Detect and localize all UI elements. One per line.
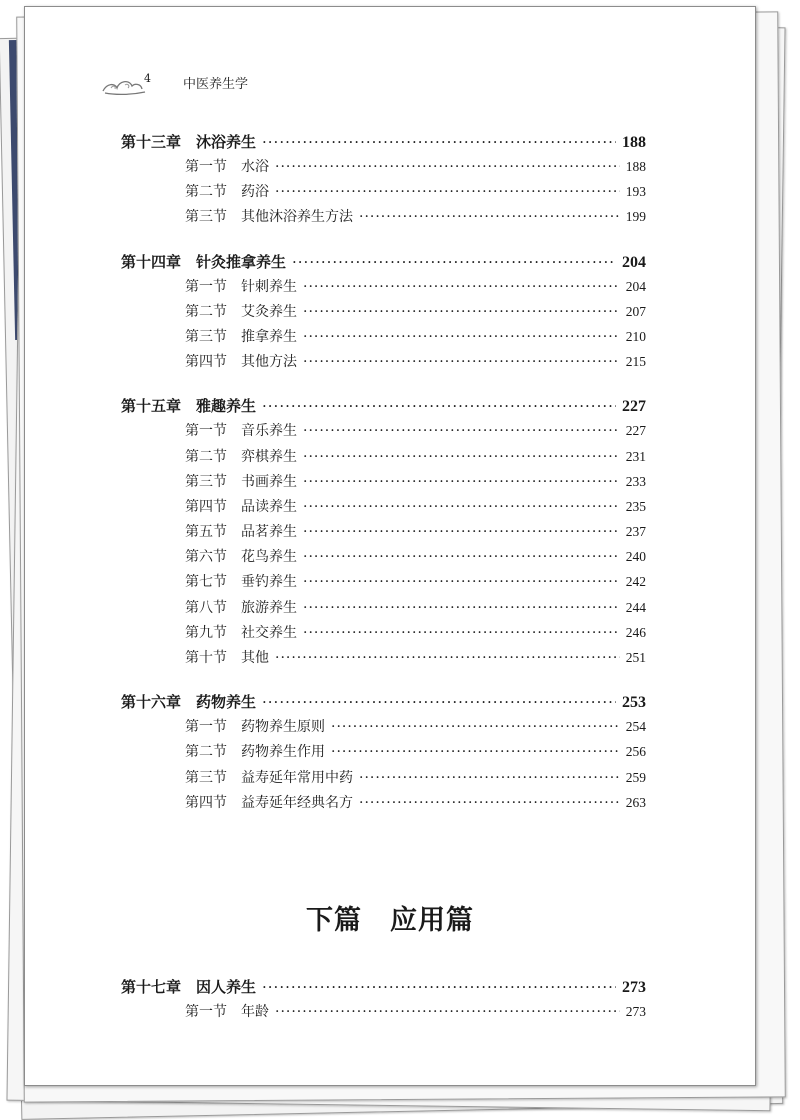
section-page-number: 233 <box>625 473 646 489</box>
toc-section-row[interactable] <box>121 326 646 351</box>
leader-dots <box>275 159 620 175</box>
section-page-number: 237 <box>625 524 646 540</box>
toc-section-row[interactable] <box>121 156 646 181</box>
toc-section-row[interactable] <box>121 351 646 376</box>
leader-dots <box>359 770 620 786</box>
section-page-number: 263 <box>625 794 646 810</box>
chapter-title: 第十四章 针灸推拿养生 <box>121 252 287 271</box>
section-page-number: 256 <box>625 744 646 760</box>
leader-dots <box>275 1004 620 1020</box>
leader-dots <box>303 574 620 590</box>
section-page-number: 227 <box>625 423 646 439</box>
chapter-gap <box>121 672 646 691</box>
toc-section-row[interactable] <box>121 496 646 521</box>
leader-dots <box>275 650 620 666</box>
toc-section-row[interactable] <box>121 597 646 622</box>
section-title: 第一节 水浴 <box>185 159 269 175</box>
section-title: 第一节 针刺养生 <box>185 278 297 295</box>
section-title: 第六节 花鸟养生 <box>185 549 297 566</box>
section-title: 第一节 药物养生原则 <box>185 719 325 736</box>
section-page-number: 231 <box>625 448 646 464</box>
section-title: 第二节 药物养生作用 <box>185 744 325 761</box>
toc-section-row[interactable] <box>121 181 646 206</box>
section-title: 第四节 其他方法 <box>185 354 297 371</box>
toc-section-row[interactable] <box>121 622 646 647</box>
toc-chapter-row[interactable] <box>121 691 646 716</box>
toc-chapter-row[interactable] <box>121 251 646 276</box>
leader-dots <box>275 184 620 200</box>
document-page <box>24 6 756 1086</box>
toc-section-row[interactable] <box>121 571 646 596</box>
toc-section-row[interactable] <box>121 767 646 792</box>
leader-dots <box>303 354 620 370</box>
chapter-title: 第十七章 因人养生 <box>121 978 257 996</box>
section-title: 第十节 其他 <box>185 650 269 666</box>
section-title: 第五节 品茗养生 <box>185 524 297 541</box>
section-page-number: 193 <box>625 184 646 200</box>
section-title: 第一节 音乐养生 <box>185 423 297 440</box>
section-title: 第九节 社交养生 <box>185 624 297 641</box>
toc-section-row[interactable] <box>121 521 646 546</box>
page-header <box>101 69 401 99</box>
chapter-page-number: 273 <box>622 979 646 996</box>
cloud-ornament-icon <box>101 73 147 97</box>
section-page-number: 210 <box>625 328 646 344</box>
leader-dots <box>303 449 620 465</box>
leader-dots <box>303 524 620 540</box>
leader-dots <box>331 744 620 760</box>
toc-section-row[interactable] <box>121 792 646 817</box>
toc-chapter-row[interactable] <box>121 131 646 156</box>
section-title: 第七节 垂钓养生 <box>185 574 297 591</box>
toc-section-row[interactable] <box>121 301 646 326</box>
toc-chapter <box>121 691 646 817</box>
toc-chapter-row[interactable] <box>121 395 646 420</box>
chapter-gap <box>121 376 646 395</box>
part-title: 下篇 应用篇 <box>306 905 474 936</box>
leader-dots <box>262 397 616 415</box>
leader-dots <box>303 279 620 295</box>
leader-dots <box>303 474 620 490</box>
section-title: 第三节 书画养生 <box>185 473 297 490</box>
leader-dots <box>359 209 620 225</box>
leader-dots <box>292 253 616 271</box>
toc-section-row[interactable] <box>121 420 646 445</box>
section-title: 第二节 艾灸养生 <box>185 303 297 320</box>
page-number: 4 <box>144 72 151 85</box>
section-page-number: 204 <box>625 278 646 294</box>
toc-chapter <box>121 131 646 232</box>
chapter-page-number: 253 <box>622 694 646 712</box>
toc-section-row[interactable] <box>121 276 646 301</box>
table-of-contents <box>121 131 646 817</box>
section-page-number: 273 <box>625 1004 646 1019</box>
chapter-page-number: 188 <box>622 134 646 151</box>
section-page-number: 246 <box>625 624 646 640</box>
section-title: 第二节 弈棋养生 <box>185 448 297 465</box>
leader-dots <box>331 719 620 735</box>
section-page-number: 215 <box>625 354 646 370</box>
chapter-title: 第十五章 雅趣养生 <box>121 397 257 416</box>
chapter-page-number: 204 <box>622 253 646 271</box>
toc-chapter <box>121 976 646 1026</box>
leader-dots <box>262 978 616 996</box>
toc-chapter <box>121 395 646 672</box>
section-title: 第八节 旅游养生 <box>185 599 297 616</box>
leader-dots <box>303 499 620 515</box>
section-title: 第二节 药浴 <box>185 184 269 201</box>
section-page-number: 199 <box>625 209 646 225</box>
section-title: 第一节 年龄 <box>185 1004 269 1020</box>
toc-chapter <box>121 251 646 377</box>
section-page-number: 251 <box>625 650 646 665</box>
section-title: 第三节 其他沐浴养生方法 <box>185 209 353 226</box>
leader-dots <box>303 423 620 439</box>
section-page-number: 254 <box>625 719 646 735</box>
table-of-contents-part <box>121 976 646 1026</box>
section-title: 第三节 推拿养生 <box>185 328 297 345</box>
leader-dots <box>303 549 620 565</box>
toc-section-row[interactable] <box>121 446 646 471</box>
section-title: 第四节 益寿延年经典名方 <box>185 794 353 811</box>
chapter-title: 第十三章 沐浴养生 <box>121 133 257 151</box>
section-page-number: 240 <box>625 549 646 565</box>
section-title: 第三节 益寿延年常用中药 <box>185 769 353 786</box>
toc-chapter-row[interactable] <box>121 976 646 1001</box>
section-page-number: 207 <box>625 303 646 319</box>
leader-dots <box>303 625 620 641</box>
running-title: 中医养生学 <box>183 77 249 92</box>
section-page-number: 242 <box>625 574 646 590</box>
leader-dots <box>303 304 620 320</box>
section-page-number: 188 <box>625 159 646 174</box>
section-page-number: 259 <box>625 769 646 785</box>
toc-section-row[interactable] <box>121 741 646 766</box>
toc-section-row[interactable] <box>121 647 646 672</box>
toc-section-row[interactable] <box>121 546 646 571</box>
section-page-number: 235 <box>625 498 646 514</box>
leader-dots <box>303 600 620 616</box>
toc-section-row[interactable] <box>121 716 646 741</box>
toc-section-row[interactable] <box>121 471 646 496</box>
chapter-page-number: 227 <box>622 398 646 416</box>
section-title: 第四节 品读养生 <box>185 498 297 515</box>
leader-dots <box>262 133 616 151</box>
chapter-title: 第十六章 药物养生 <box>121 693 257 712</box>
chapter-gap <box>121 232 646 251</box>
leader-dots <box>303 329 620 345</box>
leader-dots <box>262 693 616 711</box>
toc-section-row[interactable] <box>121 1001 646 1026</box>
leader-dots <box>359 795 620 811</box>
section-page-number: 244 <box>625 599 646 615</box>
toc-section-row[interactable] <box>121 206 646 231</box>
